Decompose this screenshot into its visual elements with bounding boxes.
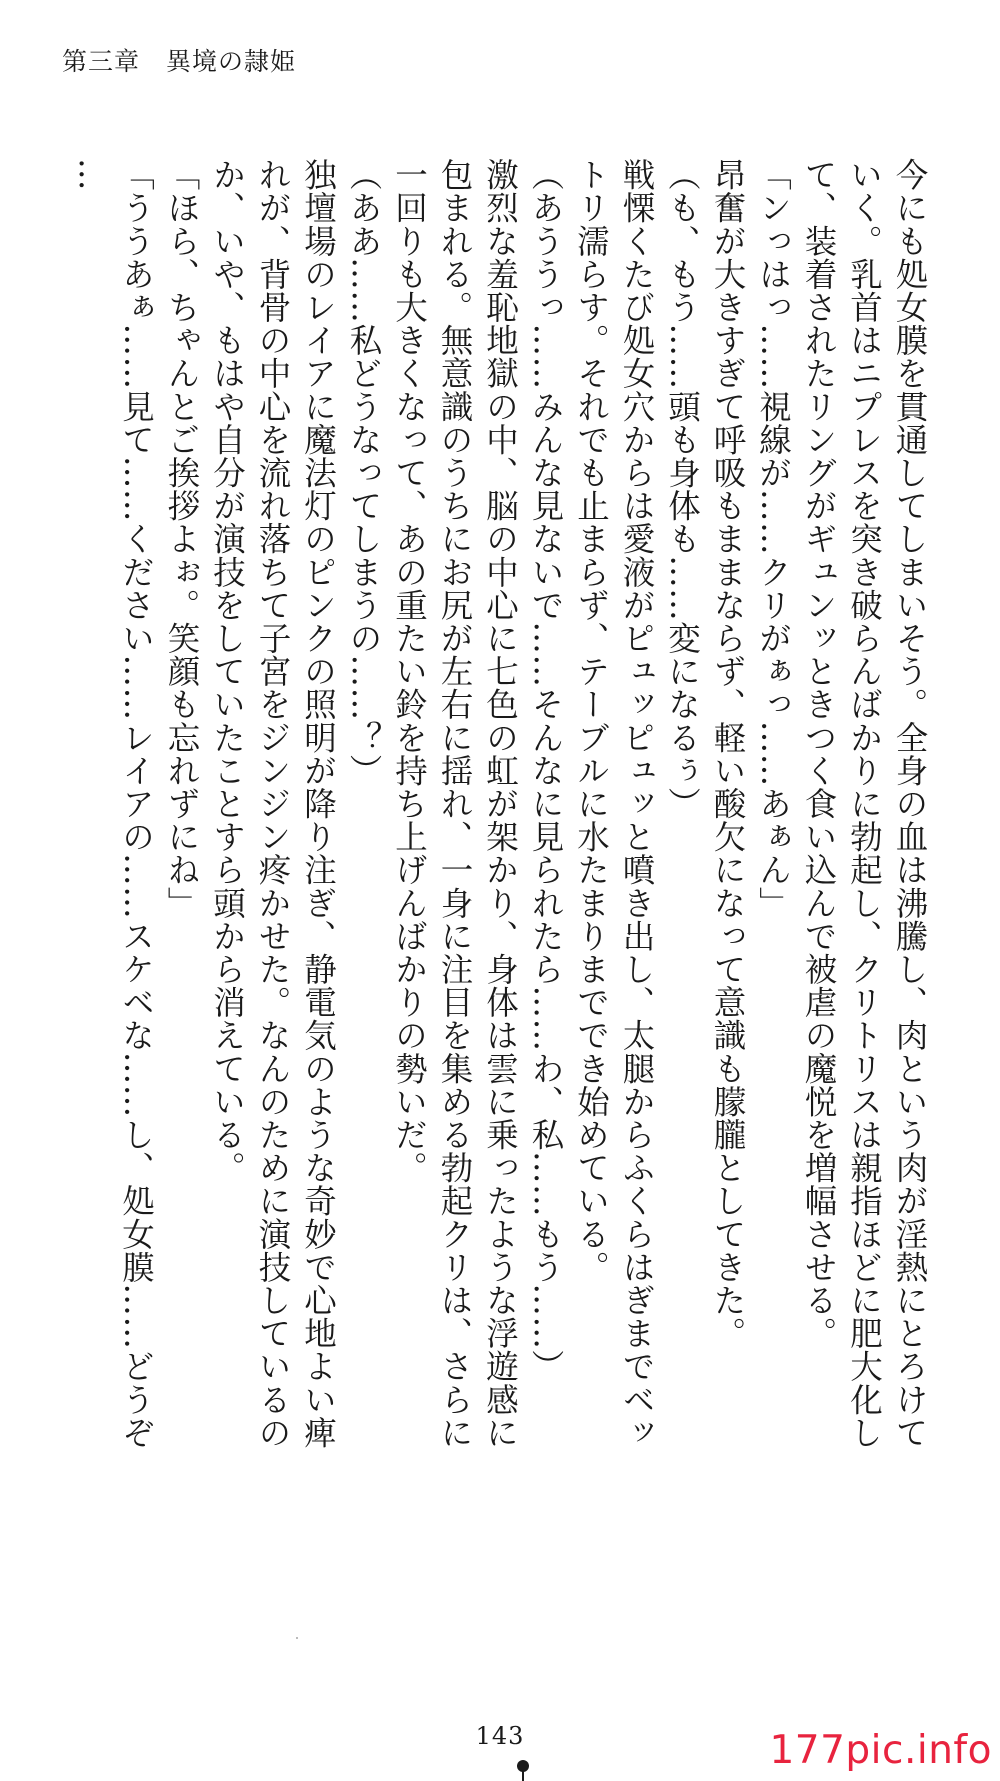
paragraph: 「ほら、ちゃんとご挨拶よぉ。笑顔も忘れずにね」 xyxy=(163,158,201,920)
paragraph: 独壇場のレイアに魔法灯のピンクの照明が降り注ぎ、静電気のような奇妙で心地よい痺れが、背骨の中心を流れ落ちて子宮をジンジン疼かせた。なんのために演技しているのか、いや、もはや自分が演技をしていたことすら頭から消えている。 xyxy=(208,158,338,1449)
paragraph: 「ンっはっ……視線が……クリがぁっ……あぁん」 xyxy=(754,158,793,920)
body-text xyxy=(22,158,932,1453)
page-number: 143 xyxy=(475,1722,525,1750)
scan-speck xyxy=(296,1637,298,1639)
running-header: 第三章 異境の隷姫 xyxy=(62,47,297,76)
paragraph: 昂奮が大きすぎて呼吸もままならず、軽い酸欠になって意識も朦朧としてきた。 xyxy=(709,158,747,1350)
paragraph: （も、もう……頭も身体も……変になるぅ） xyxy=(663,158,702,820)
paragraph: （ああ……私どうなってしまうの……？） xyxy=(345,158,383,787)
paragraph: 「ううあぁ……見て……ください……レイアの……スケベな……し、処女膜……どうぞ… xyxy=(72,158,156,1449)
paragraph: 戦慄くたび処女穴からは愛液がピュッピュッと噴き出し、太腿からふくらはぎまでベットリ濡らす。それでも止まらず、テーブルに水たまりまででき始めている。 xyxy=(572,158,656,1449)
paragraph: 激烈な羞恥地獄の中、脳の中心に七色の虹が架かり、身体は雲に乗ったような浮遊感に包まれる。無意識のうちにお尻が左右に揺れ、一身に注目を集める勃起クリは、さらに一回りも大きくなって、あの重たい鈴を持ち上げんばかりの勢いだ。 xyxy=(390,158,520,1449)
watermark: 177pic.info xyxy=(769,1728,992,1773)
paragraph: （あううっ……みんな見ないで……そんなに見られたら……わ、私……もう……） xyxy=(527,158,565,1383)
page-marker-stem xyxy=(522,1771,524,1781)
paragraph: 今にも処女膜を貫通してしまいそう。全身の血は沸騰し、肉という肉が淫熱にとろけていく。乳首はニプレスを突き破らんばかりに勃起し、クリトリスは親指ほどに肥大化して、装着されたリングがギュンッときつく食い込んで被虐の魔悦を増幅させる。 xyxy=(800,158,929,1449)
